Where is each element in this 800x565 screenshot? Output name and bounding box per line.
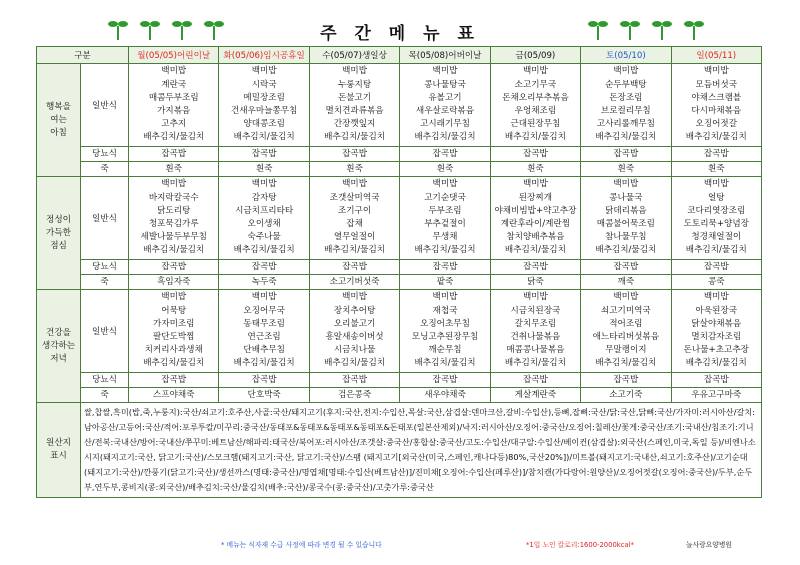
category-header: 구분 xyxy=(37,47,129,64)
diabetic-cell: 잡곡밥 xyxy=(400,260,490,275)
dish-item: 백미밥 xyxy=(703,292,729,303)
dish-item: 배추김치/물김치 xyxy=(233,132,295,143)
menu-change-note: * 메뉴는 식자재 수급 사정에 따라 변경 될 수 있습니다 xyxy=(221,541,382,549)
dish-item: 계란후라이/계란찜 xyxy=(500,219,571,229)
day-menu-cell xyxy=(309,290,399,373)
meal-row-porridge xyxy=(37,275,762,290)
porridge-cell: 팥죽 xyxy=(400,275,490,290)
dish-item: 두부조림 xyxy=(428,205,462,216)
dish-item: 도토리묵+양념장 xyxy=(683,219,749,229)
dish-item: 세발나물두부무침 xyxy=(140,232,207,243)
dish-item: 돈불고기 xyxy=(337,92,372,103)
dish-item: 순두부백탕 xyxy=(605,79,647,90)
dish-item: 고시래기무침 xyxy=(420,119,470,130)
meal-row-main xyxy=(37,290,762,373)
dish-item: 배추김치/물김치 xyxy=(504,245,566,256)
dish-item: 근대된장무침 xyxy=(510,119,561,130)
dish-item: 적어조림 xyxy=(609,318,643,329)
dish-item: 고기순댓국 xyxy=(424,192,466,203)
dish-item: 어묵탕 xyxy=(161,305,187,316)
diet-type-label: 죽 xyxy=(81,275,129,290)
dish-item: 모닝고추된장무침 xyxy=(411,332,479,342)
dish-item: 배추김치/물김치 xyxy=(143,245,205,256)
dish-item: 배추김치/물김치 xyxy=(324,245,386,256)
dish-item: 닭도리탕 xyxy=(157,205,191,216)
dish-item: 돈채오리부추볶음 xyxy=(502,92,569,103)
dish-item: 멸치감자조림 xyxy=(691,332,742,342)
porridge-cell: 흰죽 xyxy=(219,162,309,177)
dish-item: 백미밥 xyxy=(522,179,548,190)
porridge-cell: 콩죽 xyxy=(671,275,761,290)
porridge-cell: 흑임자죽 xyxy=(129,275,219,290)
day-menu-cell xyxy=(581,64,671,147)
porridge-cell: 닭죽 xyxy=(490,275,580,290)
dish-item: 간장깻잎지 xyxy=(333,119,376,130)
footer xyxy=(36,536,762,552)
diabetic-cell: 잡곡밥 xyxy=(400,373,490,388)
day-menu-cell xyxy=(219,64,309,147)
dish-item: 얼탕 xyxy=(707,192,725,203)
diet-type-label: 일반식 xyxy=(81,177,129,260)
dish-item: 누룽지탕 xyxy=(337,79,372,90)
day-menu-cell xyxy=(490,64,580,147)
dish-item: 무생채 xyxy=(432,232,458,243)
dish-item: 팔단도박찜 xyxy=(152,332,195,342)
meal-row-main xyxy=(37,177,762,260)
dish-item: 애느타리버섯볶음 xyxy=(592,332,660,342)
dish-item: 소고기무국 xyxy=(514,79,557,90)
dish-item: 백미밥 xyxy=(613,179,639,190)
diabetic-cell: 잡곡밥 xyxy=(490,373,580,388)
day-menu-cell xyxy=(400,290,490,373)
dish-item: 백미밥 xyxy=(522,292,548,303)
dish-item: 배추김치/물김치 xyxy=(324,132,386,143)
day-menu-cell xyxy=(309,177,399,260)
dish-item: 백미밥 xyxy=(432,66,458,77)
diabetic-cell: 잡곡밥 xyxy=(400,147,490,162)
origin-text: 쌀,찹쌀,흑미(밥,죽,누룽지):국산/쇠고기:호주산,사골:국산/돼지고기(후지:국산,전지:수입산,목살:국산,삼겹살:덴마크산,갈비:수입산),등뼈,잡뼈:국산/닭:국산,닭뼈:국산/가자미:러시아산/갈치:남아공산/고등어:국산/적어:포루투칼/미꾸리:중국산/동태포&동태포&동태포&동태포&돈태포(일본산제외)/낙지:러시아산/오징어:중국산/오징어:칠레산/꽃게:중국산/조기:국내산/침조기:기니산/전복:국내산/방어:국내산/쭈꾸미:베트남산/해파리:태국산/북어포:러시아산/조갯살:중국산/홍합살:중국산/고도:수입산/대구알:수입산/베이컨(삼겹살):외국산(스페인,미국,독일 등)/비엔나소시지(돼지고기:국산, 닭고기:국산)/스모크햄(돼지고기:국산, 닭고기:국산)/스팸 (돼지고기[외국산(미국,스페인,캐나다등)80%,국산20%])/미트볼(돼지고기:국내산,쇠고기:호주산)/고기순대(돼지고기:국산)/깐풍기(닭고기:국산)/생선까스(명태:중국산)/명엽채[명태:수입산(베트남산)]/진미채[오징어:수입산(페루산)]/참치캔(가다랑어:원양산)/오징어젓갈(오징어:중국산)/두부,순두부,연두부,콩비지(콩:외국산)/배추김치:국산/물김치(배추:국산)/콩국수(콩:중국산)/고춧가루:중국산 xyxy=(81,403,762,498)
porridge-cell: 스프야채죽 xyxy=(129,388,219,403)
dish-item: 백미밥 xyxy=(251,292,277,303)
meal-section-label: 정성이 가득한 점심 xyxy=(37,177,81,290)
calorie-note: *1일 노인 칼로리:1600-2000kcal* xyxy=(526,541,634,549)
dish-item: 돈나물+초고추장 xyxy=(683,345,749,356)
porridge-cell: 흰죽 xyxy=(671,162,761,177)
dish-item: 잡채 xyxy=(346,219,363,229)
dish-item: 배추김치/물김치 xyxy=(143,132,205,143)
day-menu-cell xyxy=(129,177,219,260)
dish-item: 다시마채볶음 xyxy=(691,106,742,116)
dish-item: 백미밥 xyxy=(432,292,458,303)
dish-item: 코다리엿장조림 xyxy=(687,205,746,216)
dish-item: 계란국 xyxy=(161,79,187,90)
dish-item: 매콤두부조림 xyxy=(148,92,199,103)
dish-item: 모듬버섯국 xyxy=(695,79,738,90)
dish-item: 조갯살미역국 xyxy=(329,192,380,203)
dish-item: 배추김치/물김치 xyxy=(233,245,295,256)
dish-item: 단배추무침 xyxy=(243,345,285,356)
dish-item: 유볼고기 xyxy=(428,92,462,103)
day-header: 일(05/11) xyxy=(671,47,761,64)
dish-item: 매콤불어묵조림 xyxy=(596,219,655,229)
diabetic-cell: 잡곡밥 xyxy=(581,260,671,275)
dish-item: 연근조림 xyxy=(247,332,281,342)
dish-item: 백미밥 xyxy=(251,179,277,190)
porridge-cell: 흰죽 xyxy=(490,162,580,177)
dish-item: 콩나물국 xyxy=(609,192,643,203)
day-menu-cell xyxy=(129,290,219,373)
meal-row-porridge xyxy=(37,162,762,177)
dish-item: 가자미조림 xyxy=(152,318,195,329)
dish-item: 쇠고기미역국 xyxy=(600,305,651,316)
menu-body xyxy=(37,47,762,403)
sprout-icon xyxy=(588,16,608,40)
dish-item: 백미밥 xyxy=(342,66,368,77)
dish-item: 열무얼절이 xyxy=(333,232,376,243)
diet-type-label: 일반식 xyxy=(81,290,129,373)
dish-item: 백미밥 xyxy=(703,179,729,190)
day-menu-cell xyxy=(129,64,219,147)
dish-item: 흥알새송이버섯 xyxy=(325,332,384,342)
day-header: 금(05/09) xyxy=(490,47,580,64)
diabetic-cell: 잡곡밥 xyxy=(129,260,219,275)
day-menu-cell xyxy=(581,290,671,373)
diet-type-label: 당뇨식 xyxy=(81,373,129,388)
dish-item: 백미밥 xyxy=(161,179,187,190)
dish-item: 배추김치/물김치 xyxy=(143,358,205,369)
day-header: 월(05/05)어린이날 xyxy=(129,47,219,64)
porridge-cell: 흰죽 xyxy=(309,162,399,177)
dish-item: 백미밥 xyxy=(522,66,548,77)
porridge-cell: 소고기버섯죽 xyxy=(309,275,399,290)
dish-item: 건취나물볶음 xyxy=(510,332,561,342)
dish-item: 오리불고기 xyxy=(333,318,376,329)
dish-item: 배추김치/물김치 xyxy=(414,245,476,256)
diabetic-cell: 잡곡밥 xyxy=(581,147,671,162)
porridge-cell: 깨죽 xyxy=(581,275,671,290)
dish-item: 배추김치/물김치 xyxy=(414,358,476,369)
dish-item: 참치양배추볶음 xyxy=(506,232,565,243)
sprout-icon xyxy=(652,16,672,40)
diet-type-label: 당뇨식 xyxy=(81,147,129,162)
header-row xyxy=(37,47,762,64)
dish-item: 야채비빔밥+약고추장 xyxy=(494,205,577,216)
diabetic-cell: 잡곡밥 xyxy=(490,147,580,162)
dish-item: 닭살야채볶음 xyxy=(691,318,742,329)
dish-item: 메밀장조림 xyxy=(243,92,285,103)
dish-item: 갈치무조림 xyxy=(514,318,557,329)
porridge-cell: 게살계란죽 xyxy=(490,388,580,403)
porridge-cell: 소고기죽 xyxy=(581,388,671,403)
dish-item: 매콤콩나물볶음 xyxy=(506,345,565,356)
day-menu-cell xyxy=(671,177,761,260)
hospital-name: 늘사랑요양병원 xyxy=(686,541,732,549)
sprout-icon xyxy=(684,16,704,40)
meal-row-diabetic xyxy=(37,260,762,275)
day-header: 목(05/08)어버이날 xyxy=(400,47,490,64)
day-header: 수(05/07)생일상 xyxy=(309,47,399,64)
dish-item: 배추김치/물김치 xyxy=(504,358,566,369)
diet-type-label: 일반식 xyxy=(81,64,129,147)
dish-item: 백미밥 xyxy=(342,179,368,190)
diabetic-cell: 잡곡밥 xyxy=(219,373,309,388)
dish-item: 오징어무국 xyxy=(243,305,285,316)
porridge-cell: 흰죽 xyxy=(400,162,490,177)
diabetic-cell: 잡곡밥 xyxy=(219,147,309,162)
dish-item: 백미밥 xyxy=(161,292,187,303)
diabetic-cell: 잡곡밥 xyxy=(309,373,399,388)
dish-item: 백미밥 xyxy=(613,66,639,77)
dish-item: 멸치견과류볶음 xyxy=(325,106,384,116)
diabetic-cell: 잡곡밥 xyxy=(671,260,761,275)
dish-item: 고사리롤깨무침 xyxy=(596,119,655,130)
origin-section xyxy=(37,403,762,498)
dish-item: 브로컬리무침 xyxy=(600,106,651,116)
dish-item: 참나물무침 xyxy=(605,232,647,243)
meal-row-diabetic xyxy=(37,373,762,388)
dish-item: 백미밥 xyxy=(161,66,187,77)
diabetic-cell: 잡곡밥 xyxy=(309,147,399,162)
dish-item: 조기구이 xyxy=(337,205,372,216)
dish-item: 배추김치/물김치 xyxy=(685,132,747,143)
meal-row-porridge xyxy=(37,388,762,403)
dish-item: 깨순무침 xyxy=(428,345,462,356)
day-menu-cell xyxy=(309,64,399,147)
dish-item: 야채스크램블 xyxy=(691,92,742,103)
dish-item: 바지락칼국수 xyxy=(148,192,199,203)
dish-item: 오징어젓갈 xyxy=(695,119,738,130)
day-menu-cell xyxy=(400,64,490,147)
dish-item: 숙주나물 xyxy=(247,232,281,243)
dish-item: 백미밥 xyxy=(251,66,277,77)
dish-item: 시금치나물 xyxy=(333,345,376,356)
diet-type-label: 당뇨식 xyxy=(81,260,129,275)
dish-item: 닭데리볶음 xyxy=(605,205,647,216)
meal-section-label: 행복을 여는 아침 xyxy=(37,64,81,177)
header xyxy=(0,0,800,46)
dish-item: 배추김치/물김치 xyxy=(685,358,747,369)
diabetic-cell: 잡곡밥 xyxy=(219,260,309,275)
dish-item: 백미밥 xyxy=(703,66,729,77)
dish-item: 오이생채 xyxy=(247,219,281,229)
dish-item: 된장찌개 xyxy=(518,192,553,203)
day-menu-cell xyxy=(219,290,309,373)
dish-item: 우엉채조림 xyxy=(514,106,557,116)
dish-item: 시금치프리타타 xyxy=(235,205,294,216)
dish-item: 건새우마늘쫑무침 xyxy=(230,106,298,116)
day-menu-cell xyxy=(490,290,580,373)
diabetic-cell: 잡곡밥 xyxy=(129,147,219,162)
page-title: 주 간 메 뉴 표 xyxy=(320,24,480,44)
dish-item: 시금치된장국 xyxy=(510,305,561,316)
porridge-cell: 녹두죽 xyxy=(219,275,309,290)
day-menu-cell xyxy=(400,177,490,260)
diet-type-label: 죽 xyxy=(81,162,129,177)
dish-item: 배추김치/물김치 xyxy=(324,358,386,369)
dish-item: 치커리사과생채 xyxy=(144,345,203,356)
dish-item: 배추김치/물김치 xyxy=(595,358,657,369)
dish-item: 재첩국 xyxy=(432,305,458,316)
dish-item: 돈장조림 xyxy=(609,92,643,103)
dish-item: 배추김치/물김치 xyxy=(504,132,566,143)
dish-item: 콩나물탕국 xyxy=(424,79,466,90)
diabetic-cell: 잡곡밥 xyxy=(490,260,580,275)
porridge-cell: 검은콩죽 xyxy=(309,388,399,403)
meal-row-main xyxy=(37,64,762,147)
dish-item: 양대콩조림 xyxy=(243,119,285,130)
dish-item: 장치추어탕 xyxy=(333,305,376,316)
dish-item: 감자탕 xyxy=(251,192,277,203)
dish-item: 배추김치/물김치 xyxy=(233,358,295,369)
day-menu-cell xyxy=(219,177,309,260)
dish-item: 배추김치/물김치 xyxy=(414,132,476,143)
day-header: 화(05/06)임시공휴일 xyxy=(219,47,309,64)
dish-item: 백미밥 xyxy=(342,292,368,303)
diet-type-label: 죽 xyxy=(81,388,129,403)
diabetic-cell: 잡곡밥 xyxy=(581,373,671,388)
porridge-cell: 흰죽 xyxy=(581,162,671,177)
sprout-icon xyxy=(620,16,640,40)
meal-row-diabetic xyxy=(37,147,762,162)
dish-item: 배추김치/물김치 xyxy=(595,132,657,143)
day-menu-cell xyxy=(490,177,580,260)
origin-label: 원산지 표시 xyxy=(37,403,81,498)
porridge-cell: 새우야채죽 xyxy=(400,388,490,403)
diabetic-cell: 잡곡밥 xyxy=(129,373,219,388)
dish-item: 부추겉절이 xyxy=(424,219,466,229)
dish-item: 시락국 xyxy=(251,79,277,90)
diabetic-cell: 잡곡밥 xyxy=(309,260,399,275)
dish-item: 청포묵김가루 xyxy=(148,219,199,229)
dish-item: 오징어초무침 xyxy=(420,318,470,329)
dish-item: 무말랭이지 xyxy=(605,345,647,356)
day-menu-cell xyxy=(671,64,761,147)
dish-item: 배추김치/물김치 xyxy=(685,245,747,256)
meal-section-label: 건강을 생각하는 저녁 xyxy=(37,290,81,403)
dish-item: 백미밥 xyxy=(613,292,639,303)
day-header: 토(05/10) xyxy=(581,47,671,64)
dish-item: 동태무조림 xyxy=(243,318,285,329)
porridge-cell: 우유고구마죽 xyxy=(671,388,761,403)
dish-item: 아욱된장국 xyxy=(695,305,738,316)
day-menu-cell xyxy=(671,290,761,373)
dish-item: 새우살로락볶음 xyxy=(415,106,475,116)
dish-item: 배추김치/물김치 xyxy=(595,245,657,256)
dish-item: 가지볶음 xyxy=(157,106,191,116)
day-menu-cell xyxy=(581,177,671,260)
diabetic-cell: 잡곡밥 xyxy=(671,147,761,162)
dish-item: 고추지 xyxy=(161,119,187,130)
porridge-cell: 흰죽 xyxy=(129,162,219,177)
weekly-menu-table xyxy=(36,46,762,498)
porridge-cell: 단호박죽 xyxy=(219,388,309,403)
dish-item: 청경채얼절이 xyxy=(691,232,742,243)
dish-item: 백미밥 xyxy=(432,179,458,190)
diabetic-cell: 잡곡밥 xyxy=(671,373,761,388)
